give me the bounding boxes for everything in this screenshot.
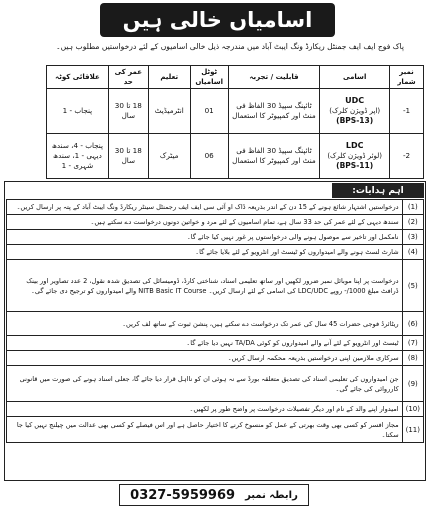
instruction-text: شارٹ لسٹ ہونے والے امیدواروں کو ٹیسٹ اور انٹرویو کے لئے بلایا جائے گا۔ [7, 245, 403, 260]
contact-phone[interactable]: 0327-5959969 [130, 487, 236, 503]
serial-cell: 2- [390, 134, 424, 179]
instruction-row [7, 260, 424, 312]
instruction-text: مجاز افسر کو کسی بھی وقت بھرتی کے عمل کو منسوخ کرنے کا اختیار حاصل ہے اور اس فیصلے کو کسی بھی عدالت میں چیلنج نہیں کیا جا سکتا۔ [7, 417, 403, 443]
page-title: اسامیاں خالی ہیں [100, 3, 335, 37]
instruction-row [7, 215, 424, 230]
age-cell: 18 تا 30 سال [108, 134, 148, 179]
instruction-number: (8) [402, 351, 423, 366]
instruction-row [7, 312, 424, 336]
instruction-text: امیدوار اپنے والد کے نام اور دیگر تفصیلات درخواست پر واضح طور پر لکھیں۔ [7, 402, 403, 417]
post-title: LDC [345, 141, 364, 150]
col-total: ٹوٹل اسامیاں [190, 66, 228, 89]
instruction-number: (7) [402, 336, 423, 351]
instruction-text: نامکمل اور تاخیر سے موصول ہونے والی درخواستوں پر غور نہیں کیا جائے گا۔ [7, 230, 403, 245]
total-cell: 06 [190, 134, 228, 179]
experience-cell: ٹائپنگ سپیڈ 30 الفاظ فی منٹ اور کمپیوٹر کا استعمال [228, 89, 320, 134]
instruction-number: (10) [402, 402, 423, 417]
instruction-number: (6) [402, 312, 423, 336]
instruction-number: (5) [402, 260, 423, 312]
total-cell: 01 [190, 89, 228, 134]
col-experience: قابلیت / تجربہ [228, 66, 320, 89]
post-title-urdu: (لوئر ڈویژن کلرک) [327, 152, 383, 160]
col-serial: نمبر شمار [390, 66, 424, 89]
instruction-row [7, 417, 424, 443]
instruction-number: (4) [402, 245, 423, 260]
job-advertisement [4, 3, 426, 510]
education-cell: میٹرک [148, 134, 190, 179]
instruction-row [7, 366, 424, 402]
instruction-row [7, 336, 424, 351]
instruction-row [7, 402, 424, 417]
instruction-text: درخواست پر اپنا موبائل نمبر ضرور لکھیں اور ساتھ تعلیمی اسناد، شناختی کارڈ، ڈومیسائل کی تصدیق شدہ نقول، 2 عدد تصاویر اور بینک ڈرافٹ مبلغ 1000/- روپے LDC/UDC کی اسامی کے لئے ارسال کریں۔ NITB Basic IT Course والے امیدواروں کو ترجیح دی جائے گی۔ [7, 260, 403, 312]
contact-label: رابطہ نمبر [245, 489, 298, 501]
instruction-number: (2) [402, 215, 423, 230]
instruction-text: جن امیدواروں کی تعلیمی اسناد کی تصدیق متعلقہ بورڈ سے نہ ہوئی ان کو نااہل قرار دیا جائے گا، جعلی اسناد ہونے کی صورت میں قانونی کارروائی کی جائے گی۔ [7, 366, 403, 402]
quota-cell: پنجاب - 1 [47, 89, 109, 134]
col-education: تعلیم [148, 66, 190, 89]
experience-cell: ٹائپنگ سپیڈ 30 الفاظ فی منٹ اور کمپیوٹر کا استعمال [228, 134, 320, 179]
col-quota: علاقائی کوٹہ [47, 66, 109, 89]
instruction-text: درخواستیں اشتہار شائع ہونے کے 15 دن کے اندر بذریعہ ڈاک او آئی سی ایف ایف رجمنٹل سینٹر ریکارڈ ونگ ایبٹ آباد کے پتہ پر ارسال کریں۔ [7, 200, 403, 215]
instruction-text: سرکاری ملازمین اپنی درخواستیں بذریعہ محکمہ ارسال کریں۔ [7, 351, 403, 366]
col-age: عمر کی حد [108, 66, 148, 89]
table-row [47, 134, 424, 179]
instructions-heading: اہم ہدایات: [332, 183, 424, 198]
post-grade: (BPS-13) [336, 116, 374, 125]
instruction-text: سندھ دیہی کے لئے عمر کی حد 33 سال ہے، تمام اسامیوں کے لئے مرد و خواتین دونوں درخواست دے سکتے ہیں۔ [7, 215, 403, 230]
instruction-number: (1) [402, 200, 423, 215]
instruction-row [7, 200, 424, 215]
post-title: UDC [345, 96, 365, 105]
jobs-table-header [47, 66, 424, 89]
serial-cell: 1- [390, 89, 424, 134]
education-cell: انٹرمیڈیٹ [148, 89, 190, 134]
intro-text: پاک فوج ایف ایف جمنٹل ریکارڈ ونگ ایبٹ آباد میں مندرجہ ذیل خالی اسامیوں کے لئے درخواستیں مطلوب ہیں۔ [56, 42, 404, 51]
post-title-urdu: (اپر ڈویژن کلرک) [329, 107, 381, 115]
instruction-number: (3) [402, 230, 423, 245]
instructions-table [6, 199, 424, 443]
jobs-table [46, 65, 424, 179]
instruction-number: (9) [402, 366, 423, 402]
instruction-number: (11) [402, 417, 423, 443]
instruction-row [7, 230, 424, 245]
instruction-text: ٹیسٹ اور انٹرویو کے لئے آنے والے امیدواروں کو کوئی TA/DA نہیں دیا جائے گا۔ [7, 336, 403, 351]
instruction-text: ریٹائرڈ فوجی حضرات 45 سال کی عمر تک درخواست دے سکتے ہیں، پنشن ثبوت کے ساتھ لف کریں۔ [7, 312, 403, 336]
post-grade: (BPS-11) [336, 161, 374, 170]
instruction-row [7, 245, 424, 260]
quota-cell: پنجاب - 4، سندھ دیہی - 1، سندھ شہری - 1 [47, 134, 109, 179]
post-cell [320, 134, 390, 179]
post-cell [320, 89, 390, 134]
instruction-row [7, 351, 424, 366]
age-cell: 18 تا 30 سال [108, 89, 148, 134]
contact-box [119, 484, 309, 506]
table-row [47, 89, 424, 134]
col-post: اسامی [320, 66, 390, 89]
